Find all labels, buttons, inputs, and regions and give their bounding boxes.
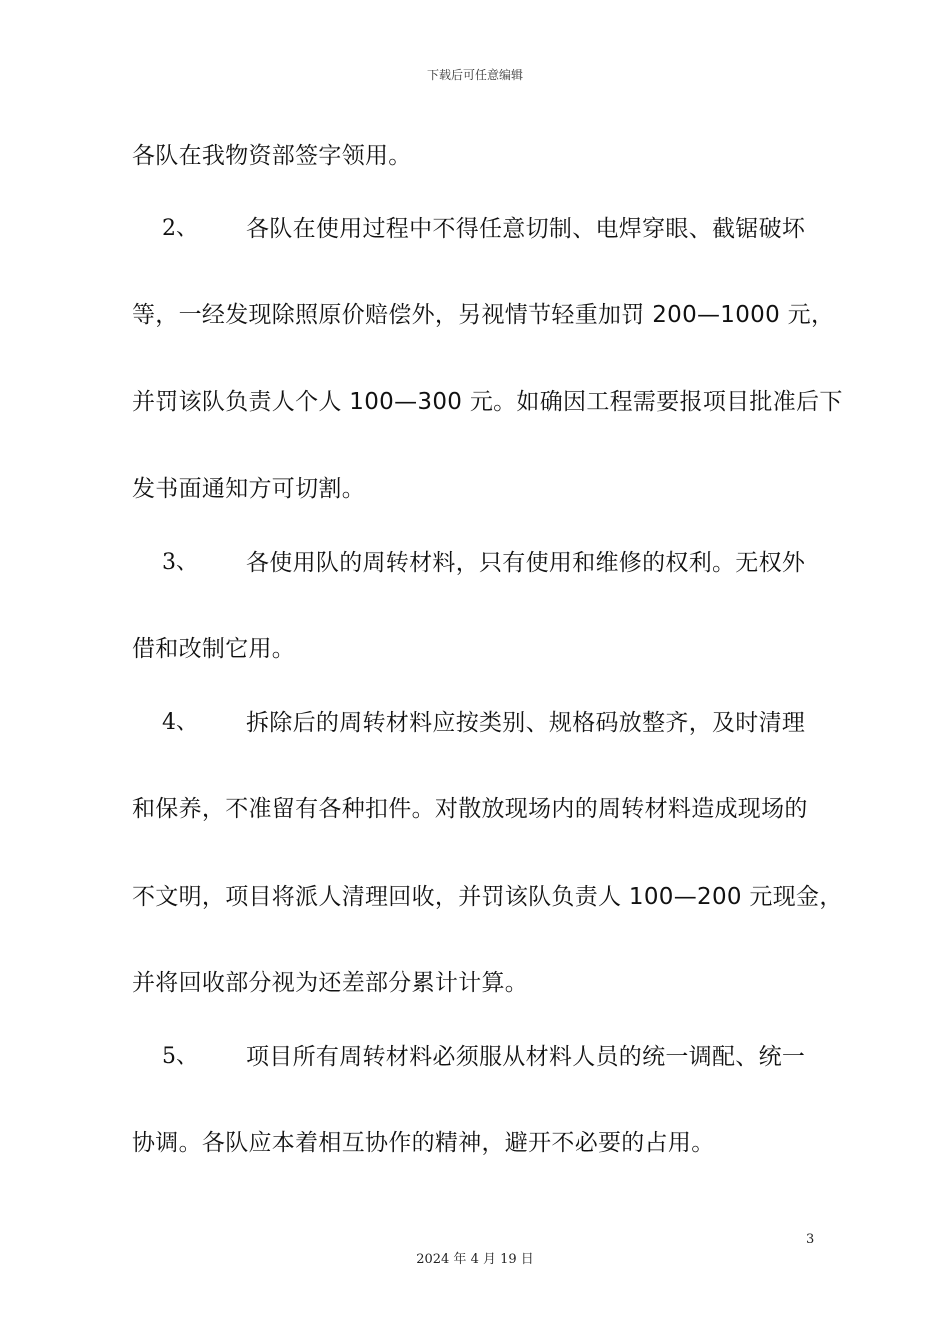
page-header: 下载后可任意编辑 xyxy=(426,68,523,82)
footer-date: 2024 年 4 月 19 日 xyxy=(416,1252,534,1267)
paragraph-line: 借和改制它用。 xyxy=(132,636,296,662)
page-number: 3 xyxy=(806,1232,815,1247)
paragraph-line: 协调。各队应本着相互协作的精神，避开不必要的占用。 xyxy=(132,1130,715,1156)
item-first-line: 项目所有周转材料必须服从材料人员的统一调配、统一 xyxy=(246,1044,806,1070)
paragraph-line: 和保养，不准留有各种扣件。对散放现场内的周转材料造成现场的 xyxy=(132,796,808,822)
paragraph-line: 不文明，项目将派人清理回收，并罚该队负责人 100—200 元现金， xyxy=(132,884,843,910)
paragraph-line: 并罚该队负责人个人 100—300 元。如确因工程需要报项目批准后下 xyxy=(132,389,843,415)
item-number: 3、 xyxy=(162,550,198,575)
item-number: 4、 xyxy=(162,710,198,735)
paragraph-line: 并将回收部分视为还差部分累计计算。 xyxy=(132,970,529,996)
paragraph-line: 各队在我物资部签字领用。 xyxy=(132,143,412,169)
item-number: 5、 xyxy=(162,1044,198,1069)
item-first-line: 各队在使用过程中不得任意切制、电焊穿眼、截锯破坏 xyxy=(246,216,806,242)
item-first-line: 各使用队的周转材料，只有使用和维修的权利。无权外 xyxy=(246,550,806,576)
paragraph-line: 等，一经发现除照原价赔偿外，另视情节轻重加罚 200—1000 元， xyxy=(132,302,835,328)
paragraph-line: 发书面通知方可切割。 xyxy=(132,476,365,502)
item-first-line: 拆除后的周转材料应按类别、规格码放整齐，及时清理 xyxy=(246,710,806,736)
item-number: 2、 xyxy=(162,216,198,241)
